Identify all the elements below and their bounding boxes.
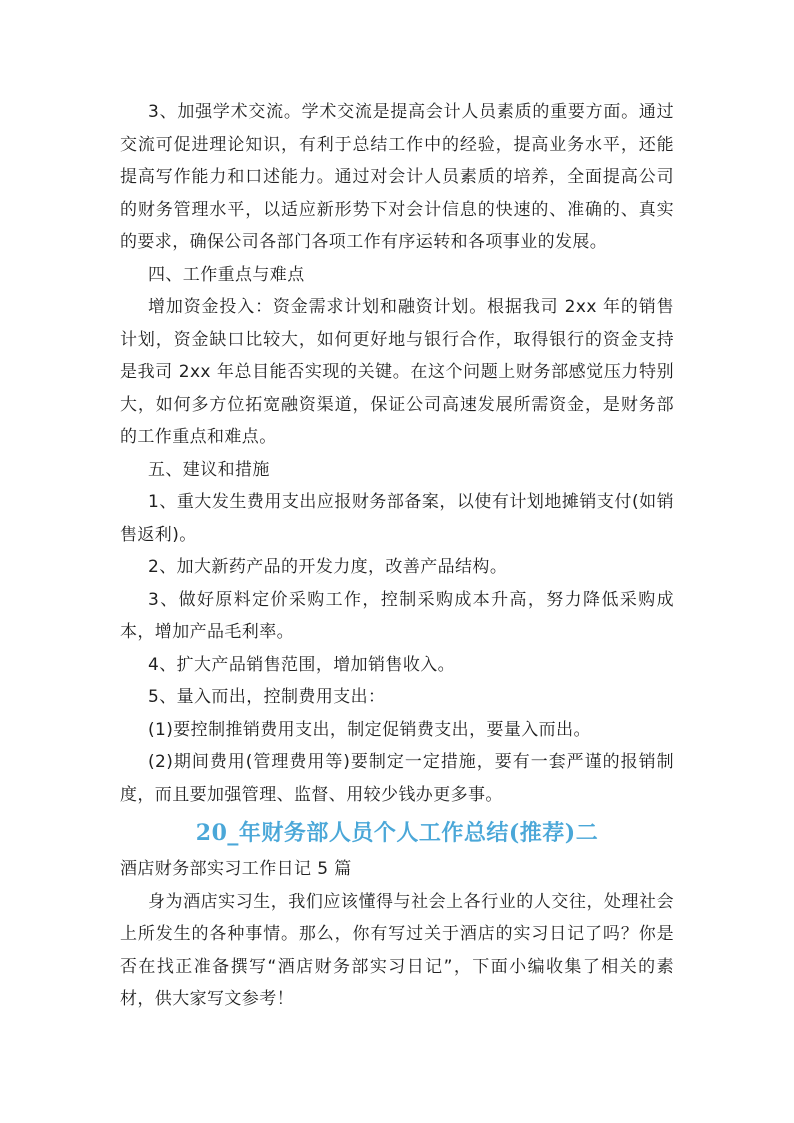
suggestion-item-2: 2、加大新药产品的开发力度，改善产品结构。 (148, 557, 508, 577)
sub-item-1: (1)要控制推销费用支出，制定促销费支出，要量入而出。 (148, 719, 591, 740)
article-subtitle: 酒店财务部实习工作日记 5 篇 (120, 859, 352, 879)
paragraph-academic-exchange: 3、加强学术交流。学术交流是提高会计人员素质的重要方面。通过交流可促进理论知识，有利于总结工作中的经验，提高业务水平，还能提高写作能力和口述能力。通过对会计人员素质的培养，全面提高公司的财务管理水平，以适应新形势下对会计信息的快速的、准确的、真实的要求，确保公司各部门各项工作有序运转和各项事业的发展。 (120, 102, 674, 252)
sub-item-2: (2)期间费用(管理费用等)要制定一定措施，要有一套严谨的报销制度，而且要加强管理、监督、用较少钱办更多事。 (120, 752, 674, 805)
paragraph-funding: 增加资金投入：资金需求计划和融资计划。根据我司 2xx 年的销售计划，资金缺口比较大，如何更好地与银行合作，取得银行的资金支持是我司 2xx 年总目能否实现的关键。在这个问题上财务部感觉压力特别大，如何多方位拓宽融资渠道，保证公司高速发展所需资金，是财务部的工作重点和难点。 (120, 297, 674, 447)
suggestion-item-3: 3、做好原料定价采购工作，控制采购成本升高，努力降低采购成本，增加产品毛利率。 (120, 589, 674, 642)
suggestion-item-1: 1、重大发生费用支出应报财务部备案，以使有计划地摊销支付(如销售返利)。 (120, 492, 674, 545)
document-page (120, 96, 674, 1016)
article-title: 20_年财务部人员个人工作总结(推荐)二 (195, 820, 599, 846)
intro-paragraph: 身为酒店实习生，我们应该懂得与社会上各行业的人交往，处理社会上所发生的各种事情。那么，你有写过关于酒店的实习日记了吗？你是否在找正准备撰写“酒店财务部实习日记”，下面小编收集了相关的素材，供大家写文参考！ (120, 891, 674, 1009)
suggestion-item-4: 4、扩大产品销售范围，增加销售收入。 (148, 654, 456, 675)
section-heading-key-points: 四、工作重点与难点 (148, 264, 305, 285)
section-heading-suggestions: 五、建议和措施 (148, 459, 270, 480)
suggestion-item-5: 5、量入而出，控制费用支出： (148, 687, 386, 707)
